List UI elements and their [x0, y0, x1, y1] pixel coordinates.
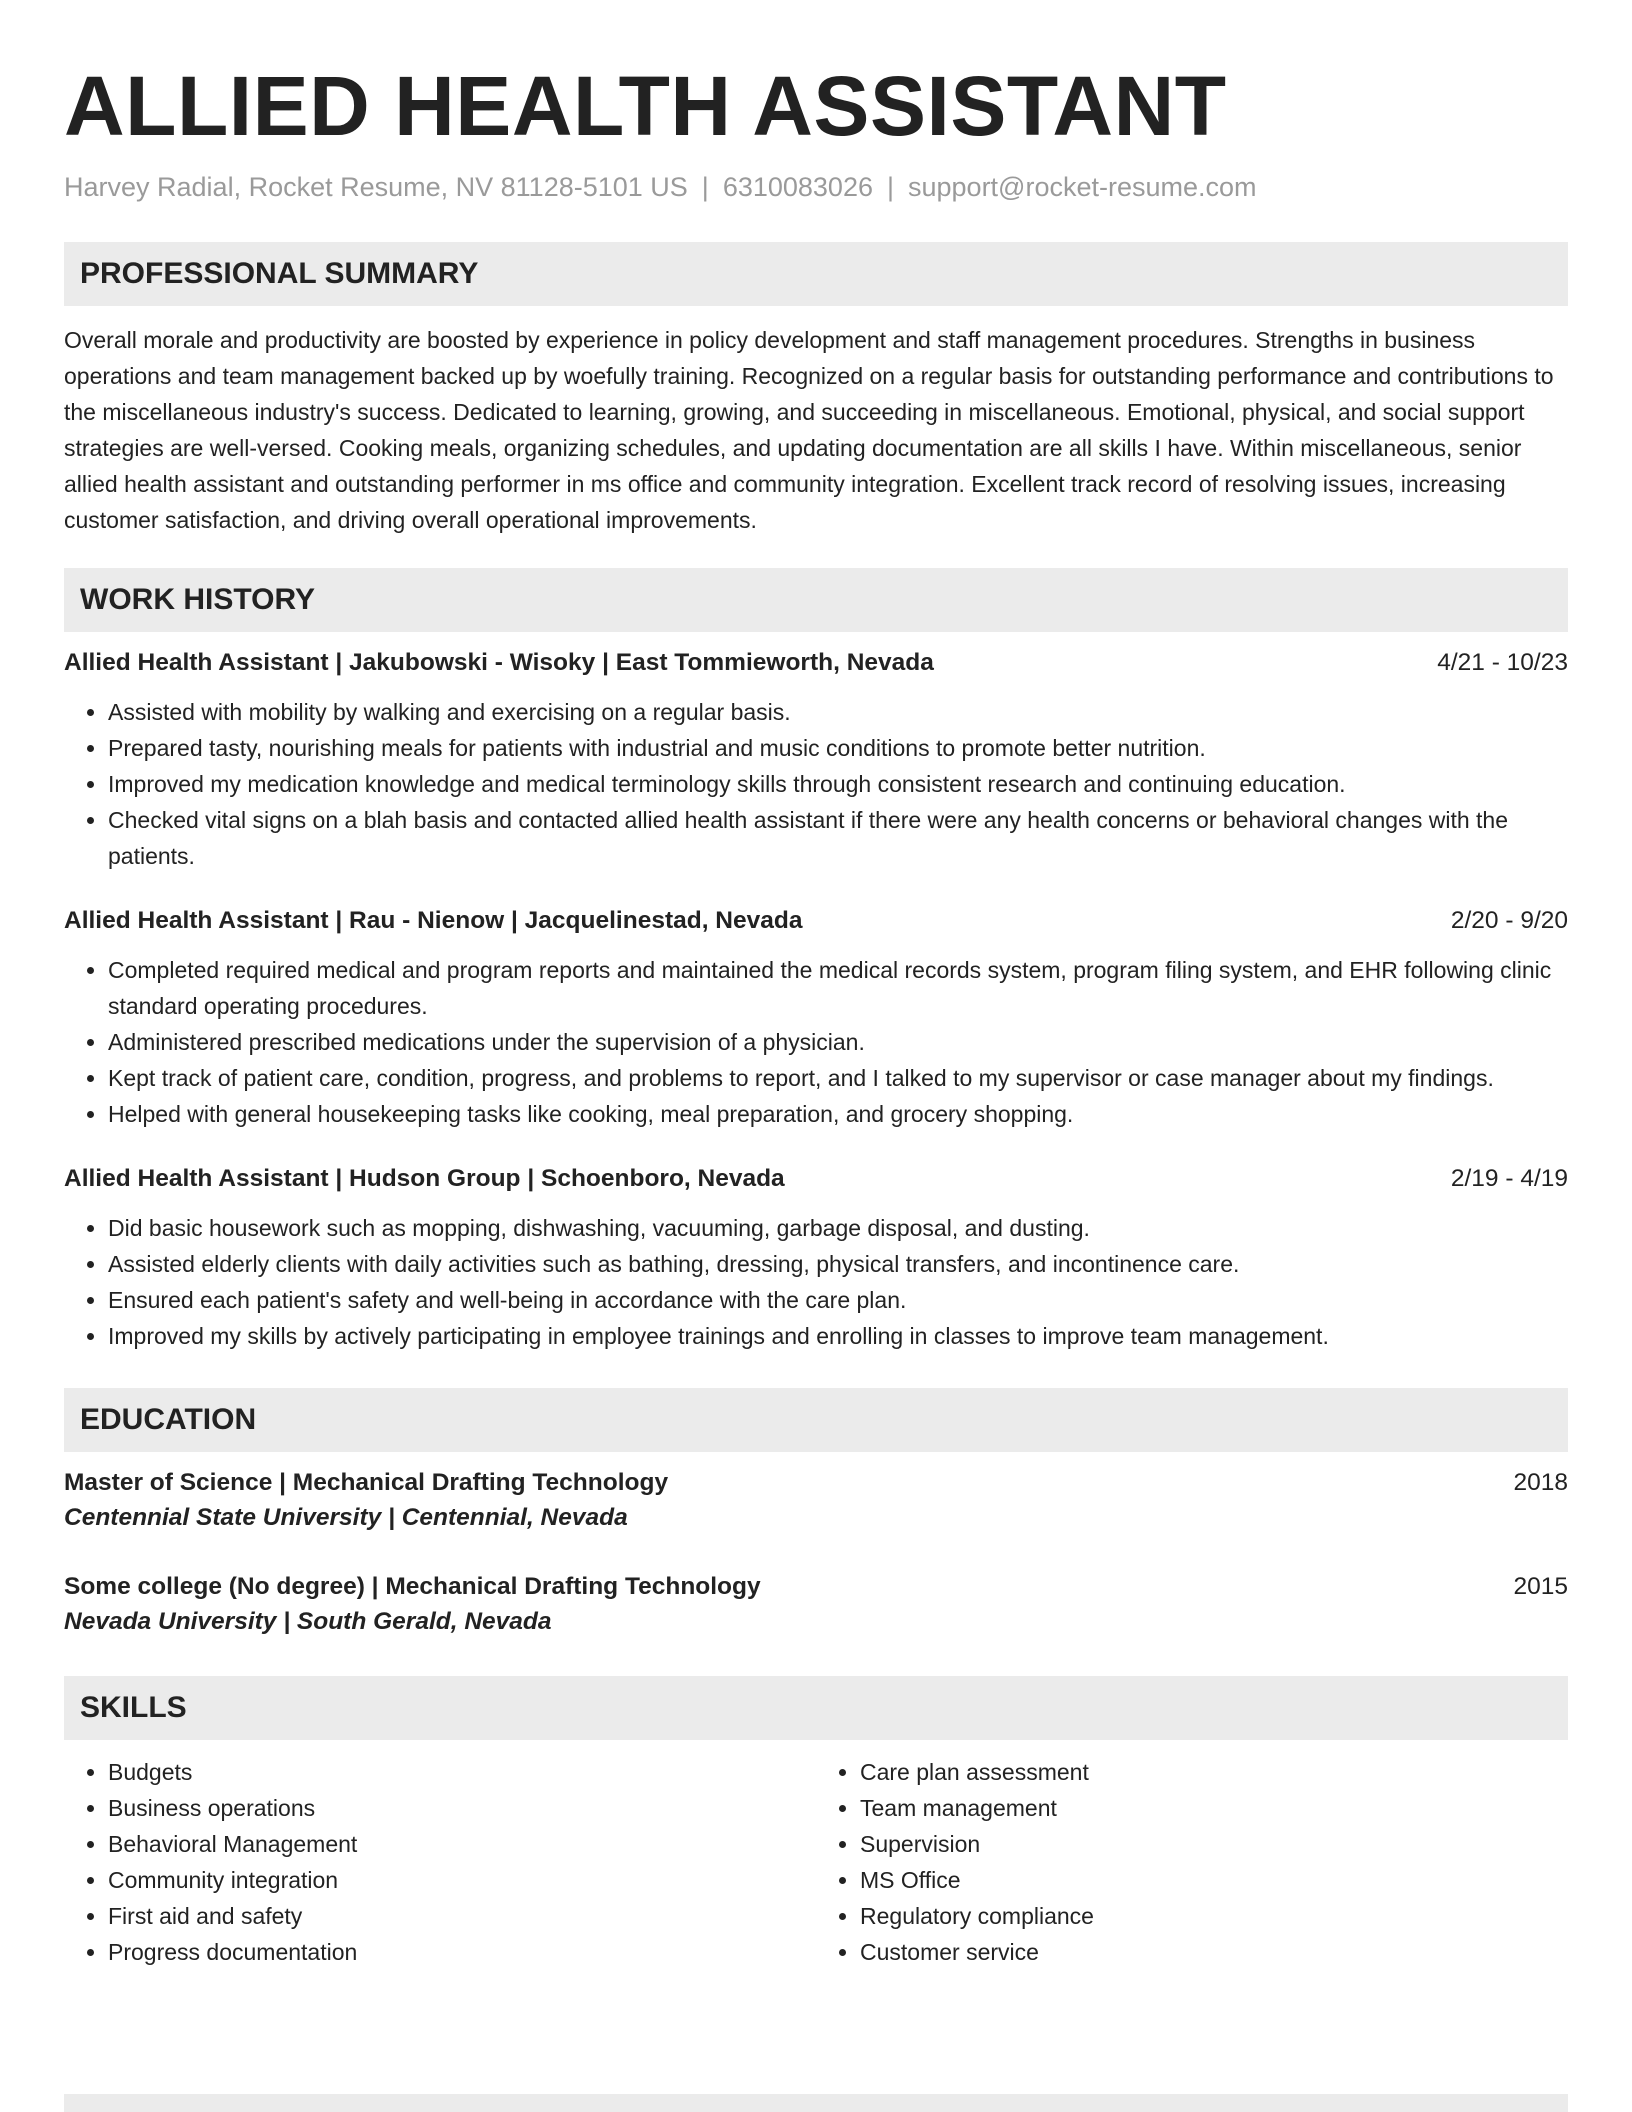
job-bullets: [64, 1210, 1568, 1354]
education-entry: [64, 1570, 1568, 1640]
job-entry: [64, 646, 1568, 874]
job-bullet: • Administered prescribed medications under the supervision of a physician.: [108, 1024, 1568, 1060]
contact-line: [64, 170, 1568, 204]
skills-heading: SKILLS: [64, 1676, 1568, 1740]
job-bullet: • Assisted with mobility by walking and exercising on a regular basis.: [108, 694, 1568, 730]
job-header: [64, 1162, 1568, 1196]
education-header: [64, 1570, 1568, 1604]
education-section: [64, 1388, 1568, 1640]
work-history-heading: WORK HISTORY: [64, 568, 1568, 632]
skill-item: • Business operations: [108, 1790, 816, 1826]
job-bullet: • Helped with general housekeeping tasks like cooking, meal preparation, and grocery shopping.: [108, 1096, 1568, 1132]
degree-title: Master of Science | Mechanical Drafting Technology: [64, 1469, 669, 1496]
job-bullet: • Did basic housework such as mopping, dishwashing, vacuuming, garbage disposal, and dusting.: [108, 1210, 1568, 1246]
skill-item: • Progress documentation: [108, 1934, 816, 1970]
contact-address: Harvey Radial, Rocket Resume, NV 81128-5101 US: [64, 172, 688, 202]
job-dates: 2/19 - 4/19: [1450, 1165, 1568, 1192]
skills-section: [64, 1676, 1568, 1970]
skills-column-left: [64, 1754, 816, 1970]
graduation-year: 2018: [1513, 1469, 1568, 1496]
job-dates: 4/21 - 10/23: [1437, 649, 1568, 676]
skill-item: • Care plan assessment: [860, 1754, 1568, 1790]
summary-text: Overall morale and productivity are boosted by experience in policy development and staff management procedures. Strengths in business operations and team management backed up by woefully training. Recognized on a regular basis for outstanding performance and contributions to the miscellaneous industry's success. Dedicated to learning, growing, and succeeding in miscellaneous. Emotional, physical, and social support strategies are well-versed. Cooking meals, organizing schedules, and updating documentation are all skills I have. Within miscellaneous, senior allied health assistant and outstanding performer in ms office and community integration. Excellent track record of resolving issues, increasing customer satisfaction, and driving overall operational improvements.: [64, 327, 1554, 533]
skill-item: • Community integration: [108, 1862, 816, 1898]
contact-email: support@rocket-resume.com: [908, 172, 1257, 202]
job-title: Allied Health Assistant | Hudson Group | Schoenboro, Nevada: [64, 1165, 785, 1192]
job-bullet: • Assisted elderly clients with daily activities such as bathing, dressing, physical transfers, and incontinence care.: [108, 1246, 1568, 1282]
contact-separator: |: [701, 172, 709, 202]
skill-item: • MS Office: [860, 1862, 1568, 1898]
graduation-year: 2015: [1513, 1573, 1568, 1600]
next-section-header: [64, 2094, 1568, 2112]
contact-separator: |: [886, 172, 894, 202]
job-bullet: • Completed required medical and program reports and maintained the medical records system, program filing system, and EHR following clinic standard operating procedures.: [108, 952, 1568, 1024]
job-bullets: [64, 952, 1568, 1132]
job-bullet: • Ensured each patient's safety and well-being in accordance with the care plan.: [108, 1282, 1568, 1318]
summary-heading: PROFESSIONAL SUMMARY: [64, 242, 1568, 306]
skill-item: • Behavioral Management: [108, 1826, 816, 1862]
education-header: [64, 1466, 1568, 1500]
candidate-name: ALLIED HEALTH ASSISTANT: [64, 59, 1227, 153]
job-header: [64, 646, 1568, 680]
job-entry: [64, 1162, 1568, 1354]
skill-item: • Customer service: [860, 1934, 1568, 1970]
skill-item: • Budgets: [108, 1754, 816, 1790]
job-entry: [64, 904, 1568, 1132]
job-bullet: • Checked vital signs on a blah basis and contacted allied health assistant if there were any health concerns or behavioral changes with the patients.: [108, 802, 1568, 874]
job-bullets: [64, 694, 1568, 874]
school-name: Nevada University | South Gerald, Nevada: [64, 1608, 552, 1635]
education-entry: [64, 1466, 1568, 1536]
skills-grid: [64, 1754, 1568, 1970]
degree-title: Some college (No degree) | Mechanical Drafting Technology: [64, 1573, 761, 1600]
job-dates: 2/20 - 9/20: [1450, 907, 1568, 934]
school-name: Centennial State University | Centennial, Nevada: [64, 1504, 628, 1531]
job-bullet: • Improved my skills by actively participating in employee trainings and enrolling in classes to improve team management.: [108, 1318, 1568, 1354]
job-title: Allied Health Assistant | Rau - Nienow | Jacquelinestad, Nevada: [64, 907, 803, 934]
skill-item: • Team management: [860, 1790, 1568, 1826]
work-history-section: [64, 568, 1568, 1354]
job-bullet: • Kept track of patient care, condition, progress, and problems to report, and I talked to my supervisor or case manager about my findings.: [108, 1060, 1568, 1096]
summary-section: [64, 242, 1568, 538]
contact-phone: 6310083026: [722, 172, 873, 202]
job-bullet: • Prepared tasty, nourishing meals for patients with industrial and music conditions to promote better nutrition.: [108, 730, 1568, 766]
education-heading: EDUCATION: [64, 1388, 1568, 1452]
skill-item: • Regulatory compliance: [860, 1898, 1568, 1934]
job-title: Allied Health Assistant | Jakubowski - Wisoky | East Tommieworth, Nevada: [64, 649, 934, 676]
skill-item: • Supervision: [860, 1826, 1568, 1862]
skill-item: • First aid and safety: [108, 1898, 816, 1934]
job-bullet: • Improved my medication knowledge and medical terminology skills through consistent research and continuing education.: [108, 766, 1568, 802]
job-header: [64, 904, 1568, 938]
skills-column-right: [816, 1754, 1568, 1970]
